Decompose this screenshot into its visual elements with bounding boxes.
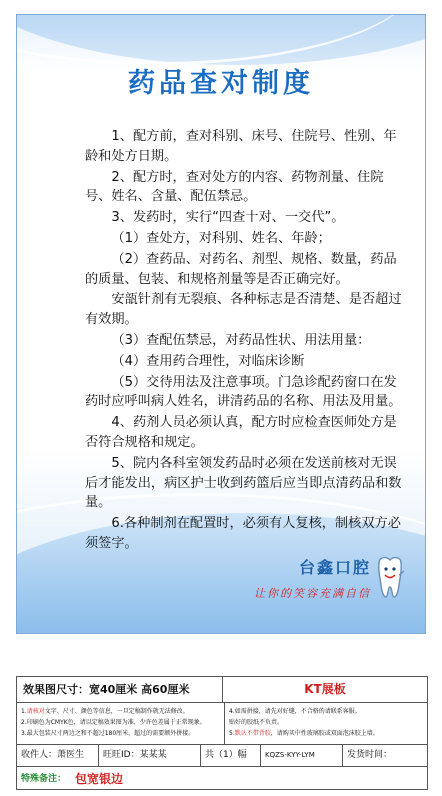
order-code: KQZS-KYY-LYM — [261, 745, 343, 766]
notes-left — [17, 703, 225, 744]
regulation-item: 6.各种制剂在配置时，必须有人复核，制核双方必须签字。 — [85, 516, 401, 551]
spec-row-special — [17, 767, 427, 791]
poster — [16, 14, 426, 634]
regulation-item: 5、院内各科室领发药品时必须在发送前核对无误后才能发出，病区护士收到药篮后应当即点清药品和数量。 — [85, 455, 402, 511]
regulation-item: 1、配方前，查对科别、床号、住院号、性别、年龄和处方日期。 — [85, 129, 397, 164]
regulation-item: （3）查配伍禁忌，对药品性状、用法用量： — [111, 332, 371, 348]
note-item: 5.默认不带背胶，请购买中性玻璃胶或双面泡沫胶上墙。 — [229, 730, 379, 737]
note-item: 贴好的胶纸不负责。 — [229, 719, 284, 726]
size-info: 效果图尺寸：宽40厘米 高60厘米 — [17, 677, 223, 702]
regulation-item: 3、发药时，实行“四查十对、一交代”。 — [111, 210, 345, 226]
regulation-text — [85, 127, 407, 555]
note-item: 3.最大包装尺寸两边之和不超过180厘米，超过的需要额外拼接。 — [21, 730, 195, 737]
regulation-item: （4）查用药合理性，对临床诊断 — [111, 353, 305, 369]
spec-row-order — [17, 745, 427, 767]
notes-right — [225, 703, 427, 744]
ship-date: 发货时间： — [347, 750, 393, 760]
note-item: 1.请核对文字、尺寸、颜色等信息，一旦定稿制作就无法修改。 — [21, 708, 189, 715]
regulation-item: 4、药剂人员必须认真，配方时应检查医师处方是否符合规格和规定。 — [85, 415, 397, 450]
clinic-slogan: 让你的笑容充满自信 — [254, 587, 371, 600]
note-item: 2.印刷色为CMYK色，请以定稿效果图为准，少许色差属于正常现象。 — [21, 719, 206, 726]
special-note-label: 特殊备注： — [21, 774, 67, 784]
note-item: 4.如需拼接，请先对好缝，不合格的请联系客服。 — [229, 708, 361, 715]
regulation-item: （2）查药品、对药名、剂型、规格、数量，药品的质量、包装、和规格剂量等是否正确完好。 — [85, 251, 397, 287]
spec-row-notes — [17, 703, 427, 745]
poster-title: 药品查对制度 — [128, 68, 314, 99]
tooth-mascot-icon — [373, 555, 407, 599]
clinic-brand-name: 台鑫口腔 — [298, 558, 371, 577]
piece-count: 共（1）幅 — [201, 745, 261, 766]
receiver: 收件人：萧医生 — [17, 745, 99, 766]
regulation-item: 2、配方时，查对处方的内容、药物剂量、住院号、姓名、含量、配伍禁忌。 — [85, 169, 384, 205]
regulation-item: （1）查处方，对科别、姓名、年龄； — [111, 230, 331, 246]
special-note-value: 包宽银边 — [75, 772, 124, 786]
shop-id: 旺旺ID：某某某 — [99, 745, 201, 766]
product-type: KT展板 — [304, 682, 346, 696]
spec-row-size — [17, 677, 427, 703]
regulation-item: 安瓿针剂有无裂痕、各种标志是否清楚、是否超过有效期。 — [85, 292, 402, 328]
print-spec-table — [16, 676, 428, 790]
regulation-item: （5）交待用法及注意事项。门急诊配药窗口在发药时应呼叫病人姓名，讲清药品的名称、用法及用量。 — [85, 374, 402, 410]
